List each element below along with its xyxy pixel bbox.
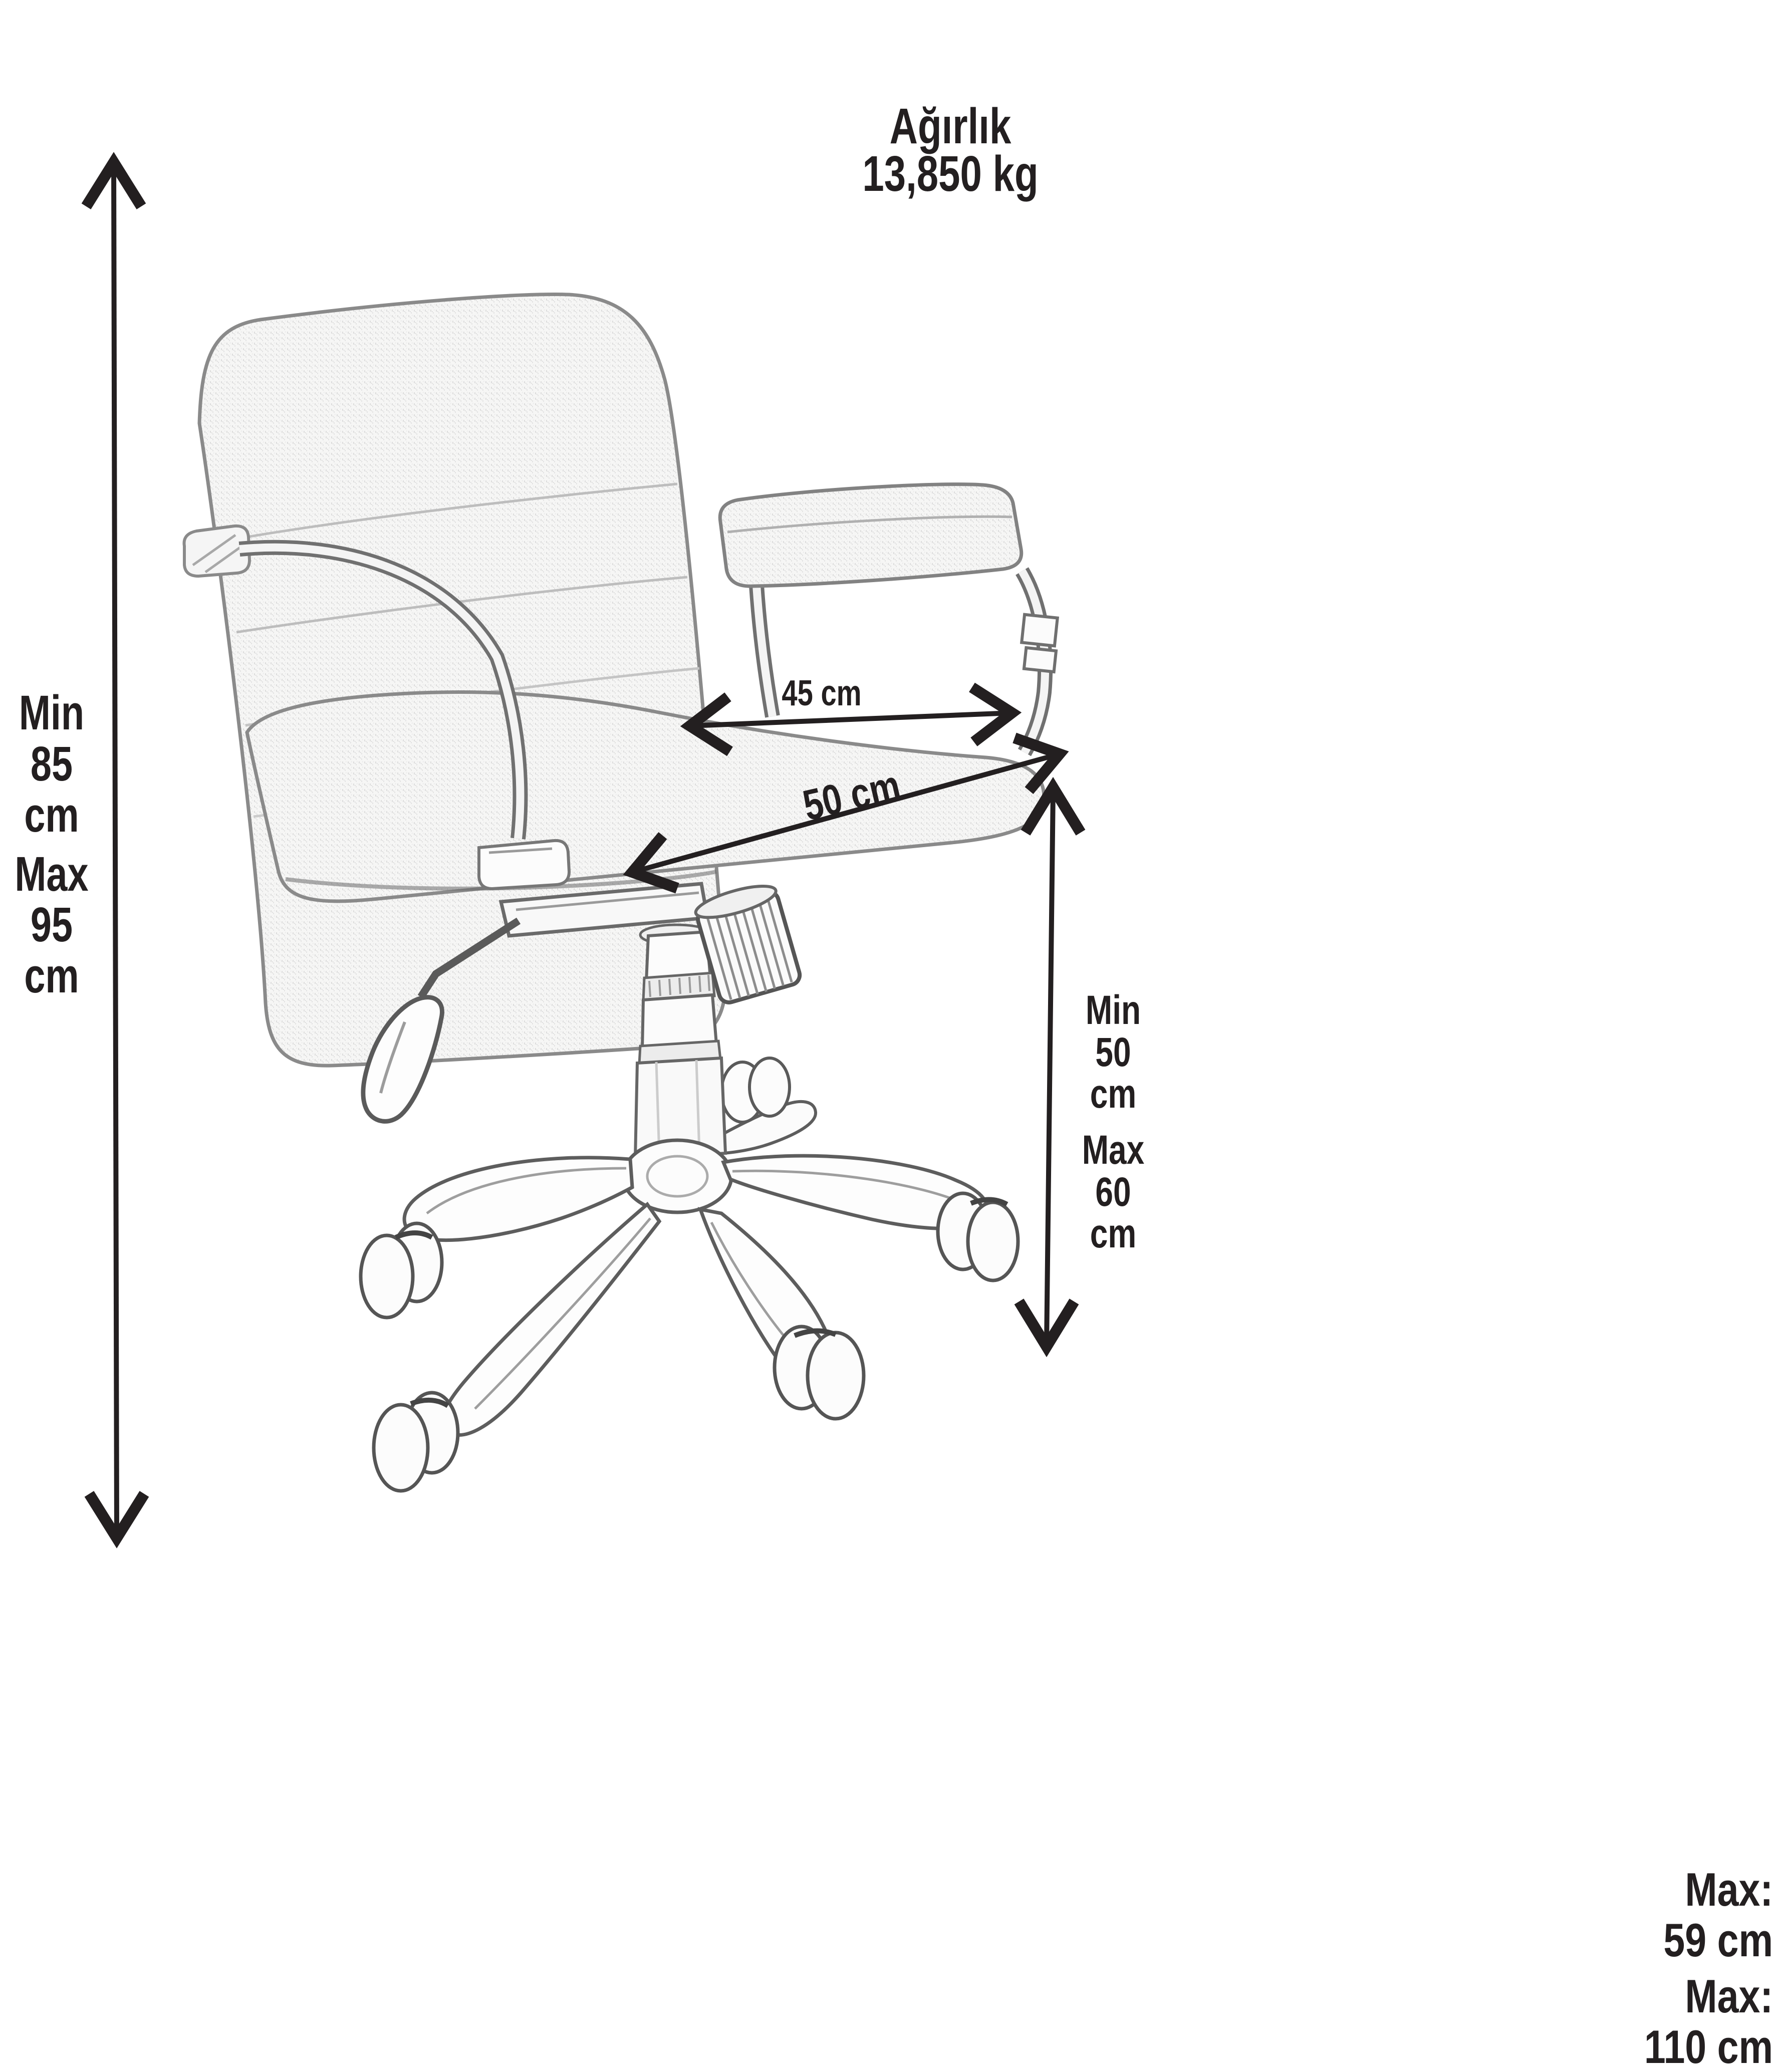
back-height-min-value: 85 cm <box>24 736 79 842</box>
back-height-max-label: Max <box>15 846 89 901</box>
seat-height-label <box>1070 989 1157 1255</box>
seat-height-min-label: Min <box>1085 987 1141 1033</box>
caster-front-right <box>775 1327 864 1419</box>
corner-max1-label: Max: <box>1685 1863 1773 1916</box>
weight-value: 13,850 kg <box>862 146 1039 202</box>
caster-left <box>361 1223 442 1318</box>
weight-label <box>794 98 1107 202</box>
corner-max2-value: 110 cm <box>1644 2020 1773 2072</box>
base-star <box>404 1140 987 1435</box>
seat-height-max-label: Max <box>1082 1127 1145 1173</box>
seat-depth-label: 50 cm <box>799 761 905 830</box>
corner-max2-label: Max: <box>1685 1970 1773 2023</box>
seat-height-max-value: 60 cm <box>1090 1169 1137 1257</box>
caster-front-left <box>374 1393 458 1491</box>
armrest-width-label: 45 cm <box>782 673 862 713</box>
seat-height-min-value: 50 cm <box>1090 1029 1137 1117</box>
corner-dimensions-label <box>1584 1865 1773 2072</box>
back-height-min-label: Min <box>19 685 85 740</box>
corner-max1-value: 59 cm <box>1663 1913 1773 1966</box>
caster-right <box>938 1193 1018 1280</box>
weight-title: Ağırlık <box>889 98 1011 154</box>
back-height-max-value: 95 cm <box>24 897 79 1003</box>
back-height-label <box>12 687 92 1001</box>
base-hub <box>623 1140 731 1212</box>
back-height-arrow <box>86 162 144 1538</box>
caster-back <box>721 1058 790 1122</box>
